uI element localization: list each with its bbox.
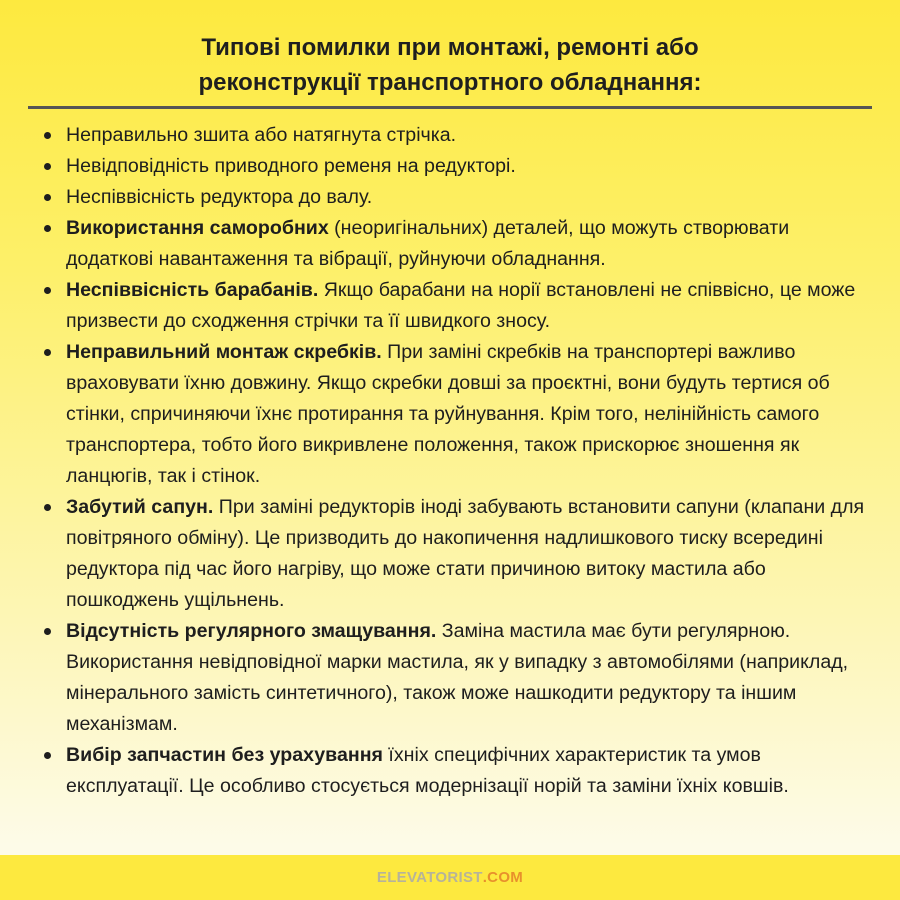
list-item-bold: Відсутність регулярного змащування.	[66, 620, 437, 642]
bullet-icon	[44, 132, 51, 139]
list-item	[0, 182, 900, 213]
mistakes-list	[0, 120, 900, 802]
list-item-text: Заміна мастила має бути регулярною. Використання невідповідної марки мастила, як у випадку з автомобілями (наприклад, мінерального замість синтетичного), також може нашкодити редуктору та іншим механізмам.	[66, 620, 849, 735]
bullet-icon	[44, 752, 51, 759]
list-item-text: їхніх специфічних характеристик та умов експлуатації. Це особливо стосується модернізації норій та заміни їхніх ковшів.	[66, 744, 789, 797]
list-item	[0, 151, 900, 182]
list-item-bold: Неспіввісність барабанів.	[66, 279, 319, 301]
bullet-icon	[44, 225, 51, 232]
list-item-bold: Забутий сапун.	[66, 496, 214, 518]
title-line-2: реконструкції транспортного обладнання:	[198, 69, 702, 96]
bullet-icon	[44, 194, 51, 201]
bullet-icon	[44, 349, 51, 356]
bullet-icon	[44, 628, 51, 635]
list-item	[0, 492, 900, 616]
bullet-icon	[44, 287, 51, 294]
list-item-text: Якщо барабани на норії встановлені не співвісно, це може призвести до сходження стрічки та її швидкого зносу.	[66, 279, 856, 332]
list-item-text: Неспіввісність редуктора до валу.	[66, 186, 373, 208]
list-item-text: При заміні редукторів іноді забувають встановити сапуни (клапани для повітряного обміну). Це призводить до накопичення надлишкового тиску всередині редуктора під час його нагріву, що може стати причиною витоку мастила або пошкоджень ущільнень.	[66, 496, 865, 611]
list-item	[0, 213, 900, 275]
list-item-bold: Неправильний монтаж скребків.	[66, 341, 382, 363]
bullet-icon	[44, 504, 51, 511]
title-line-1: Типові помилки при монтажі, ремонті або	[201, 34, 699, 61]
list-item	[0, 616, 900, 740]
list-item	[0, 120, 900, 151]
list-item-bold: Вибір запчастин без урахування	[66, 744, 383, 766]
list-item-text: Невідповідність приводного ременя на редукторі.	[66, 155, 516, 177]
list-item	[0, 275, 900, 337]
list-item	[0, 337, 900, 492]
title-divider	[28, 106, 872, 109]
list-item-text: При заміні скребків на транспортері важливо враховувати їхню довжину. Якщо скребки довші за проєктні, вони будуть тертися об стінки, спричиняючи їхнє протирання та руйнування. Крім того, нелінійність самого транспортера, тобто його викривлене положення, також прискорює зношення як ланцюгів, так і стінок.	[66, 341, 830, 487]
footer-brand-link[interactable]: ELEVATORIST	[376, 869, 483, 886]
list-item-text: Неправильно зшита або натягнута стрічка.	[66, 124, 457, 146]
footer-brand-domain[interactable]: .COM	[482, 869, 524, 886]
list-item-text: (неоригінальних) деталей, що можуть створювати додаткові навантаження та вібрації, руйнуючи обладнання.	[66, 217, 790, 270]
footer-band	[0, 855, 900, 900]
bullet-icon	[44, 163, 51, 170]
page-title	[0, 30, 900, 100]
list-item-bold: Використання саморобних	[66, 217, 329, 239]
list-item	[0, 740, 900, 802]
